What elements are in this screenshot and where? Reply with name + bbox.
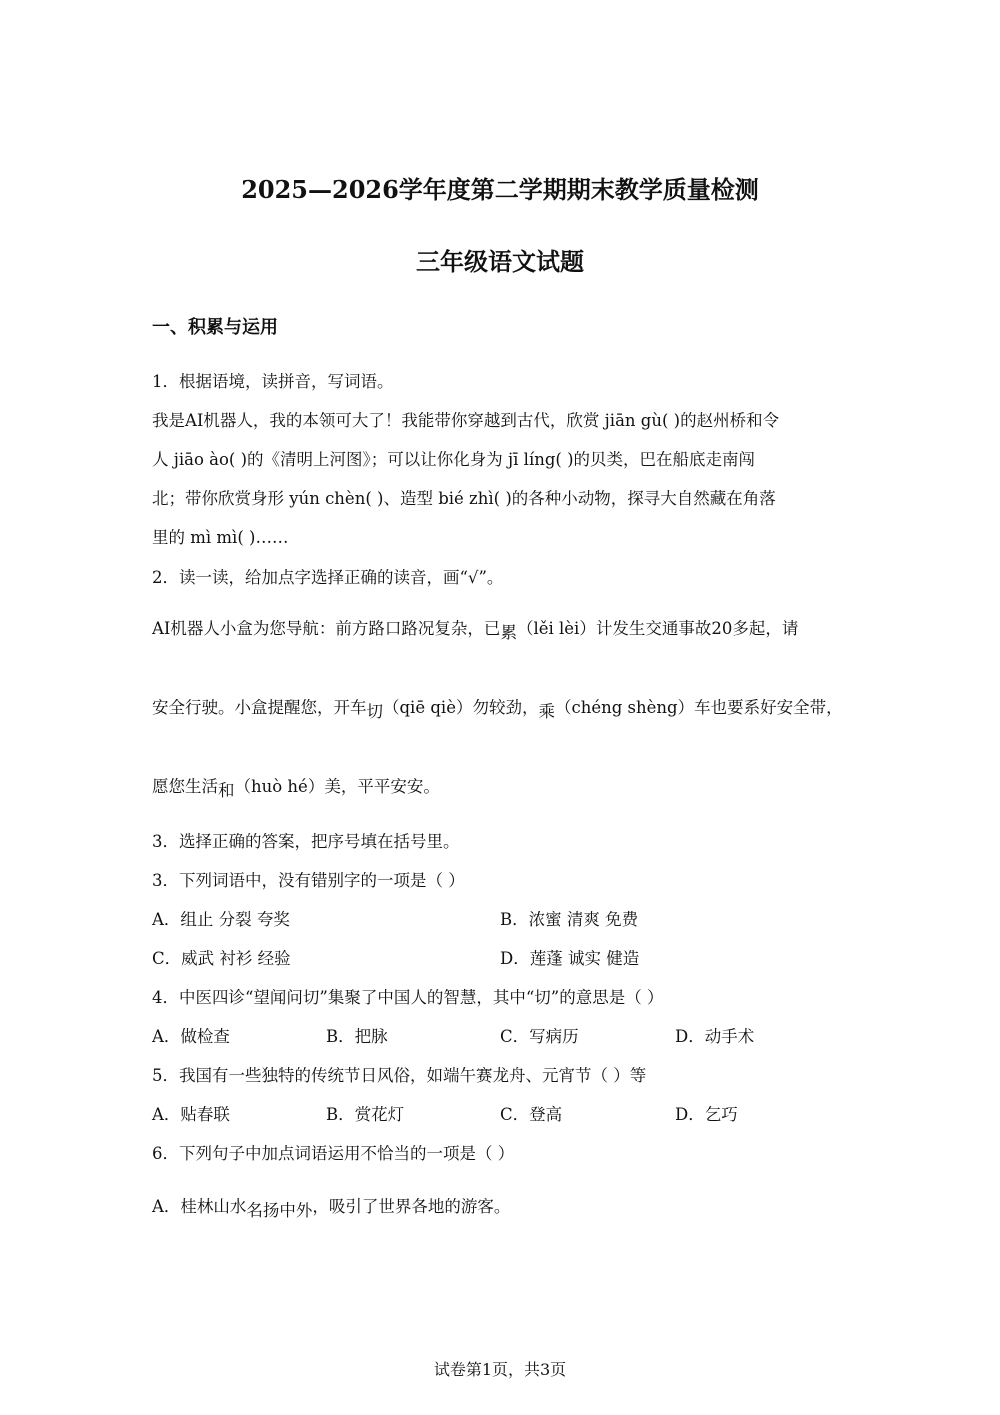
text-segment: ，吸引了世界各地的游客。 (312, 1197, 511, 1216)
dotted-character: 乘 (538, 702, 555, 721)
option-c: C．登高 (500, 1105, 563, 1124)
dotted-phrase: 名扬中外 (246, 1201, 313, 1220)
option-b: B．赏花灯 (326, 1105, 405, 1124)
option-d: D．莲蓬 诚实 健造 (500, 949, 640, 968)
option-c: C．写病历 (500, 1027, 579, 1046)
question-1-prompt: 1．根据语境，读拼音，写词语。 (152, 372, 394, 391)
exam-title: 2025—2026学年度第二学期期末教学质量检测 (241, 175, 759, 204)
question-4-prompt: 4．中医四诊“望闻问切”集聚了中国人的智慧，其中“切”的意思是（ ） (152, 988, 664, 1007)
option-d: D．动手术 (675, 1027, 755, 1046)
option-a: A．做检查 (152, 1027, 230, 1046)
option-a: A．贴春联 (152, 1105, 230, 1124)
exam-subtitle: 三年级语文试题 (416, 247, 584, 276)
text-segment: （huò hé）美，平平安安。 (234, 777, 440, 796)
text-segment: （chéng shèng）车也要系好安全带， (554, 698, 843, 717)
question-1-line-2: 人 jiāo ào( )的《清明上河图》；可以让你化身为 jī líng( )的贝类，巴在船底走南闯 (152, 450, 756, 469)
option-b: B．浓蜜 清爽 免费 (500, 910, 639, 929)
text-segment: A．桂林山水 (152, 1197, 247, 1216)
text-segment: 愿您生活 (152, 777, 218, 796)
question-6-option-a (152, 1196, 862, 1218)
question-2-line-2 (152, 697, 862, 719)
dotted-character: 和 (218, 781, 235, 800)
dotted-character: 切 (366, 702, 383, 721)
question-1-line-4: 里的 mì mì( )…… (152, 528, 289, 547)
question-5-prompt: 5．我国有一些独特的传统节日风俗，如端午赛龙舟、元宵节（ ）等 (152, 1066, 647, 1085)
option-d: D．乞巧 (675, 1105, 738, 1124)
option-b: B．把脉 (326, 1027, 388, 1046)
question-1-line-1: 我是AI机器人，我的本领可大了！我能带你穿越到古代，欣赏 jiān gù( )的赵州桥和令 (152, 411, 780, 430)
question-3-prompt: 3．选择正确的答案，把序号填在括号里。 (152, 832, 460, 851)
question-6-prompt: 6．下列句子中加点词语运用不恰当的一项是（ ） (152, 1144, 515, 1163)
dotted-character: 累 (500, 623, 517, 642)
question-2-line-3 (152, 776, 862, 798)
question-1-line-3: 北；带你欣赏身形 yún chèn( )、造型 bié zhì( )的各种小动物，探寻大自然藏在角落 (152, 489, 776, 508)
page-footer: 试卷第1页，共3页 (433, 1360, 567, 1379)
option-a: A．组止 分裂 夸奖 (152, 910, 290, 929)
text-segment: 安全行驶。小盒提醒您，开车 (152, 698, 367, 717)
text-segment: （lěi lèi）计发生交通事故20多起，请 (516, 619, 799, 638)
option-c: C．威武 衬衫 经验 (152, 949, 291, 968)
section-heading: 一、积累与运用 (152, 317, 278, 338)
question-2-line-1 (152, 618, 862, 640)
question-3-sub-prompt: 3．下列词语中，没有错别字的一项是（ ） (152, 871, 465, 890)
text-segment: （qiē qiè）勿较劲， (383, 698, 539, 717)
question-2-prompt: 2．读一读，给加点字选择正确的读音，画“√”。 (152, 568, 504, 587)
text-segment: AI机器人小盒为您导航：前方路口路况复杂，已 (152, 619, 501, 638)
